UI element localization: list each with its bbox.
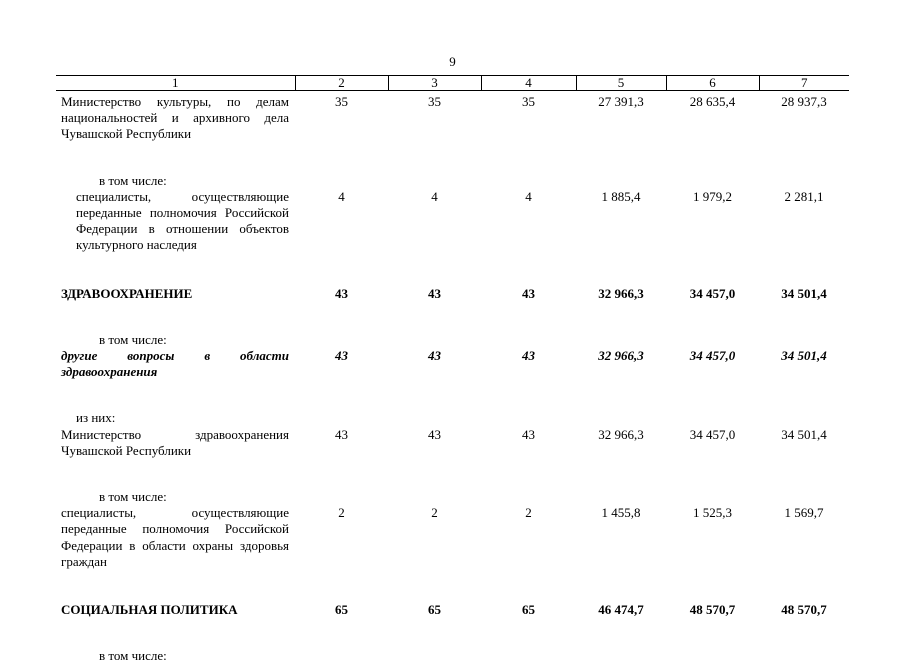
row-value: 4 <box>481 189 576 254</box>
row-value: 1 885,4 <box>576 189 666 254</box>
row-value: 35 <box>481 91 576 143</box>
row-value: 43 <box>295 348 388 380</box>
table-row <box>56 189 849 254</box>
row-value: 34 501,4 <box>759 427 849 459</box>
column-header-6: 6 <box>666 76 759 91</box>
row-name: Министерство культуры, по делам национальностей и архивного дела Чувашской Республики <box>56 91 295 143</box>
row-value: 65 <box>295 570 388 618</box>
row-value: 48 570,7 <box>666 570 759 618</box>
row-value: 2 281,1 <box>759 189 849 254</box>
row-name: специалисты, осуществляющие переданные полномочия Российской Федерации в области охраны здоровья граждан <box>56 505 295 570</box>
row-lead-text: в том числе: <box>61 173 843 189</box>
row-value: 43 <box>388 348 481 380</box>
row-value: 43 <box>388 427 481 459</box>
table-row <box>56 505 849 570</box>
table-row <box>56 427 849 459</box>
page-number: 9 <box>0 55 905 69</box>
row-lead-text: в том числе: <box>61 332 843 348</box>
row-value: 43 <box>481 427 576 459</box>
row-value: 34 501,4 <box>759 348 849 380</box>
row-value: 4 <box>388 189 481 254</box>
row-value: 34 457,0 <box>666 348 759 380</box>
row-value: 27 391,3 <box>576 91 666 143</box>
column-header-3: 3 <box>388 76 481 91</box>
row-name: другие вопросы в области здравоохранения <box>56 348 295 380</box>
row-value: 43 <box>481 254 576 302</box>
table-row-lead <box>56 143 849 189</box>
column-header-1: 1 <box>56 76 295 91</box>
row-value: 34 501,4 <box>759 254 849 302</box>
row-value: 35 <box>295 91 388 143</box>
row-lead-text: в том числе: <box>61 489 843 505</box>
row-name: Министерство здравоохранения Чувашской Республики <box>56 427 295 459</box>
column-header-4: 4 <box>481 76 576 91</box>
row-value: 2 <box>481 505 576 570</box>
table-row-lead <box>56 459 849 505</box>
row-value: 1 455,8 <box>576 505 666 570</box>
row-value: 32 966,3 <box>576 427 666 459</box>
row-value: 34 457,0 <box>666 427 759 459</box>
row-value: 43 <box>295 427 388 459</box>
row-value: 35 <box>388 91 481 143</box>
row-value: 34 457,0 <box>666 254 759 302</box>
row-value: 1 979,2 <box>666 189 759 254</box>
row-value: 32 966,3 <box>576 348 666 380</box>
table-row <box>56 91 849 143</box>
budget-table <box>56 75 849 664</box>
row-value: 28 937,3 <box>759 91 849 143</box>
row-value: 2 <box>295 505 388 570</box>
row-name: специалисты, осуществляющие переданные полномочия Российской Федерации в отношении объектов культурного наследия <box>56 189 295 254</box>
table-row-lead <box>56 380 849 426</box>
table-row-section <box>56 254 849 302</box>
row-lead-text: в том числе: <box>61 648 843 664</box>
section-title: СОЦИАЛЬНАЯ ПОЛИТИКА <box>56 570 295 618</box>
table-header <box>56 76 849 91</box>
table-row-lead <box>56 302 849 348</box>
row-value: 46 474,7 <box>576 570 666 618</box>
row-value: 32 966,3 <box>576 254 666 302</box>
row-value: 43 <box>481 348 576 380</box>
column-header-2: 2 <box>295 76 388 91</box>
table-row <box>56 348 849 380</box>
table-row-lead <box>56 618 849 664</box>
row-value: 4 <box>295 189 388 254</box>
row-value: 43 <box>295 254 388 302</box>
row-value: 1 525,3 <box>666 505 759 570</box>
section-title: ЗДРАВООХРАНЕНИЕ <box>56 254 295 302</box>
column-header-5: 5 <box>576 76 666 91</box>
header-row <box>56 76 849 91</box>
column-header-7: 7 <box>759 76 849 91</box>
table-body <box>56 91 849 664</box>
row-value: 28 635,4 <box>666 91 759 143</box>
row-lead-text: из них: <box>61 410 843 426</box>
row-value: 65 <box>481 570 576 618</box>
row-value: 65 <box>388 570 481 618</box>
row-value: 48 570,7 <box>759 570 849 618</box>
row-value: 43 <box>388 254 481 302</box>
table-row-section <box>56 570 849 618</box>
row-value: 2 <box>388 505 481 570</box>
row-value: 1 569,7 <box>759 505 849 570</box>
